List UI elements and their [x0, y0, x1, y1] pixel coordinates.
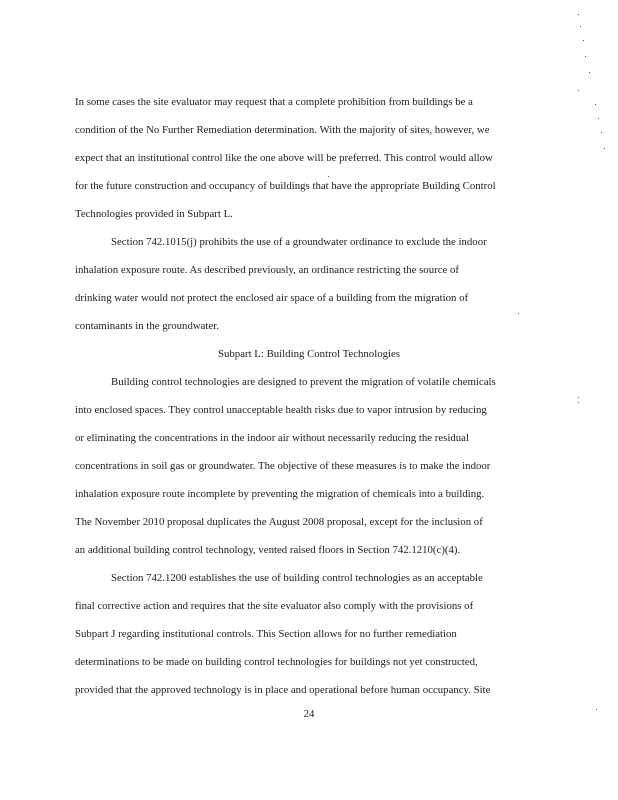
paragraph-3-line-2: into enclosed spaces. They control unacceptable health risks due to vapor intrusion by reducing — [75, 404, 487, 416]
paragraph-3-line-4: concentrations in soil gas or groundwater. The objective of these measures is to make the indoor — [75, 460, 491, 472]
scan-speck — [601, 132, 602, 133]
scan-speck — [595, 104, 596, 105]
scan-speck — [583, 40, 584, 41]
paragraph-4-line-4: determinations to be made on building control technologies for buildings not yet constructed, — [75, 656, 478, 668]
scan-speck — [604, 148, 605, 149]
paragraph-3-line-6: The November 2010 proposal duplicates the August 2008 proposal, except for the inclusion of — [75, 516, 483, 528]
paragraph-3-line-7: an additional building control technology, vented raised floors in Section 742.1210(c)(4). — [75, 544, 461, 556]
paragraph-4-line-2: final corrective action and requires that the site evaluator also comply with the provisions of — [75, 600, 474, 612]
paragraph-2-line-3: drinking water would not protect the enclosed air space of a building from the migration of — [75, 292, 469, 304]
scan-speck — [578, 402, 579, 403]
scan-speck — [518, 313, 519, 314]
scan-speck — [598, 118, 599, 119]
paragraph-4-line-3: Subpart J regarding institutional controls. This Section allows for no further remediation — [75, 628, 457, 640]
paragraph-1-line-3: expect that an institutional control like the one above will be preferred. This control would allow — [75, 152, 493, 164]
scan-speck — [589, 72, 590, 73]
paragraph-3-line-1: Building control technologies are designed to prevent the migration of volatile chemicals — [111, 376, 496, 388]
scan-speck — [328, 176, 329, 177]
paragraph-4-line-1: Section 742.1200 establishes the use of building control technologies as an acceptable — [111, 572, 483, 584]
scan-speck — [578, 14, 579, 15]
paragraph-1-line-4: for the future construction and occupancy of buildings that have the appropriate Building Control — [75, 180, 496, 192]
paragraph-2-line-4: contaminants in the groundwater. — [75, 320, 219, 332]
paragraph-2-line-2: inhalation exposure route. As described previously, an ordinance restricting the source of — [75, 264, 459, 276]
paragraph-1-line-5: Technologies provided in Subpart L. — [75, 208, 233, 220]
scan-speck — [596, 709, 597, 710]
paragraph-1-line-1: In some cases the site evaluator may request that a complete prohibition from buildings be a — [75, 96, 473, 108]
paragraph-2-line-1: Section 742.1015(j) prohibits the use of a groundwater ordinance to exclude the indoor — [111, 236, 487, 248]
paragraph-3-line-3: or eliminating the concentrations in the indoor air without necessarily reducing the residual — [75, 432, 469, 444]
scan-speck — [578, 90, 579, 91]
paragraph-4-line-5: provided that the approved technology is in place and operational before human occupancy. Site — [75, 684, 491, 696]
scan-speck — [585, 56, 586, 57]
page-number: 24 — [303, 708, 315, 720]
scan-speck — [578, 397, 579, 398]
scan-speck — [580, 26, 581, 27]
section-heading: Subpart L: Building Control Technologies — [218, 348, 400, 360]
paragraph-1-line-2: condition of the No Further Remediation determination. With the majority of sites, however, we — [75, 124, 490, 136]
paragraph-3-line-5: inhalation exposure route incomplete by preventing the migration of chemicals into a building. — [75, 488, 485, 500]
